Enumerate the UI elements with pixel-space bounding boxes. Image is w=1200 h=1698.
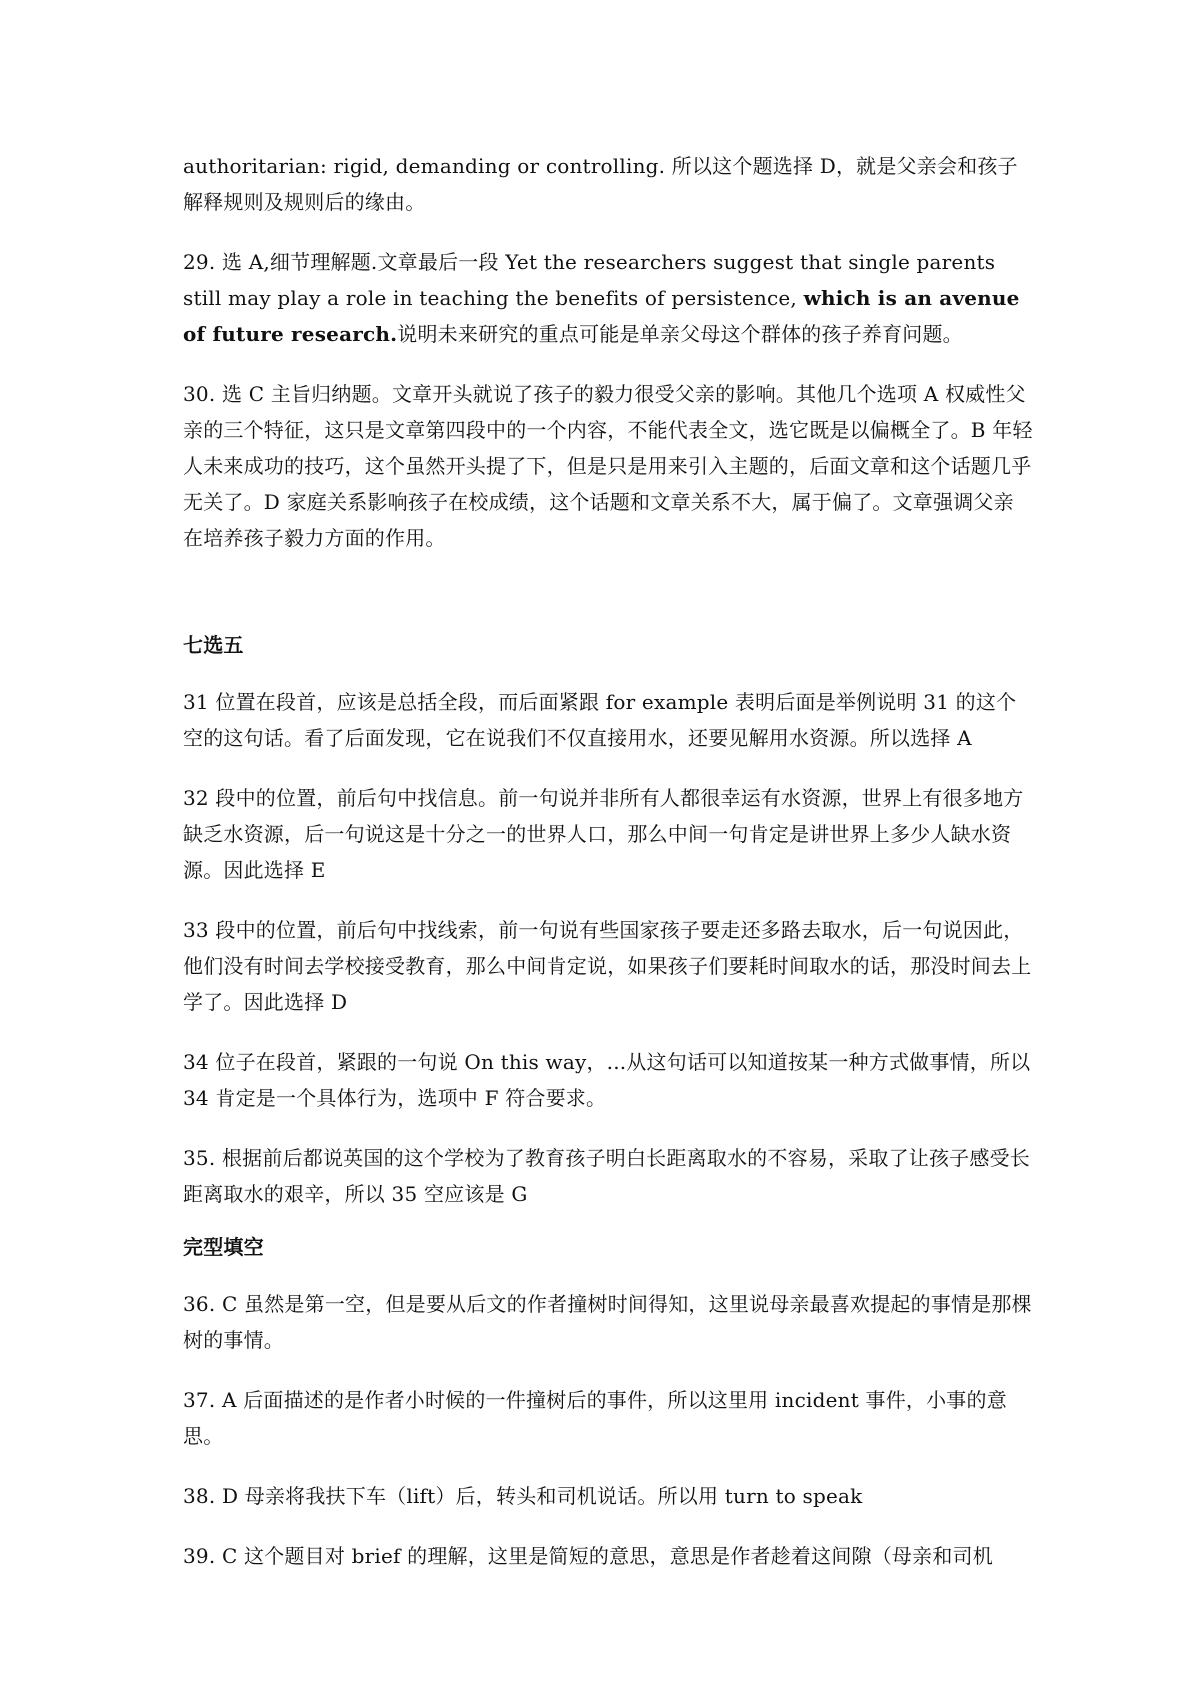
section-heading-cloze: 完型填空 bbox=[183, 1235, 264, 1259]
document-content bbox=[183, 148, 1033, 1574]
section-heading-seven-choose-five: 七选五 bbox=[183, 633, 244, 657]
paragraph-answer-29 bbox=[183, 244, 1033, 352]
paragraph-answer-32: 32 段中的位置，前后句中找信息。前一句说并非所有人都很幸运有水资源，世界上有很多地方缺乏水资源，后一句说这是十分之一的世界人口，那么中间一句肯定是讲世界上多少人缺水资源。因此选择 E bbox=[183, 786, 1024, 882]
answer-29-bold-quote: which is an avenue of future research. bbox=[183, 286, 1020, 346]
answer-29-text-after: 说明未来研究的重点可能是单亲父母这个群体的孩子养育问题。 bbox=[397, 322, 963, 346]
paragraph-answer-31: 31 位置在段首，应该是总括全段，而后面紧跟 for example 表明后面是举例说明 31 的这个空的这句话。看了后面发现，它在说我们不仅直接用水，还要见解用水资源。所以选择 A bbox=[183, 690, 1017, 750]
paragraph-answer-36: 36. C 虽然是第一空，但是要从后文的作者撞树时间得知，这里说母亲最喜欢提起的事情是那棵树的事情。 bbox=[183, 1292, 1032, 1352]
paragraph-answer-37: 37. A 后面描述的是作者小时候的一件撞树后的事件，所以这里用 incident 事件，小事的意思。 bbox=[183, 1388, 1007, 1448]
paragraph-answer-39: 39. C 这个题目对 brief 的理解，这里是简短的意思，意思是作者趁着这间隙（母亲和司机 bbox=[183, 1544, 993, 1568]
answer-29-text-before: 29. 选 A,细节理解题.文章最后一段 Yet the researchers suggest that single parents still may play a role in teaching the benefits of persistence, bbox=[183, 250, 996, 310]
paragraph-authoritarian-explanation: authoritarian: rigid, demanding or controlling. 所以这个题选择 D，就是父亲会和孩子解释规则及规则后的缘由。 bbox=[183, 154, 1018, 214]
paragraph-answer-33: 33 段中的位置，前后句中找线索，前一句说有些国家孩子要走还多路去取水，后一句说因此，他们没有时间去学校接受教育，那么中间肯定说，如果孩子们要耗时间取水的话，那没时间去上学了。因此选择 D bbox=[183, 918, 1032, 1014]
paragraph-answer-30: 30. 选 C 主旨归纳题。文章开头就说了孩子的毅力很受父亲的影响。其他几个选项 A 权威性父亲的三个特征，这只是文章第四段中的一个内容，不能代表全文，选它既是以偏概全了。B 年轻人未来成功的技巧，这个虽然开头提了下，但是只是用来引入主题的，后面文章和这个话题几乎无关了。D 家庭关系影响孩子在校成绩，这个话题和文章关系不大，属于偏了。文章强调父亲在培养孩子毅力方面的作用。 bbox=[183, 382, 1033, 550]
paragraph-answer-35: 35. 根据前后都说英国的这个学校为了教育孩子明白长距离取水的不容易，采取了让孩子感受长距离取水的艰辛，所以 35 空应该是 G bbox=[183, 1146, 1030, 1206]
paragraph-answer-38: 38. D 母亲将我扶下车（lift）后，转头和司机说话。所以用 turn to speak bbox=[183, 1484, 863, 1508]
paragraph-answer-34: 34 位子在段首，紧跟的一句说 On this way，...从这句话可以知道按某一种方式做事情，所以 34 肯定是一个具体行为，选项中 F 符合要求。 bbox=[183, 1050, 1031, 1110]
